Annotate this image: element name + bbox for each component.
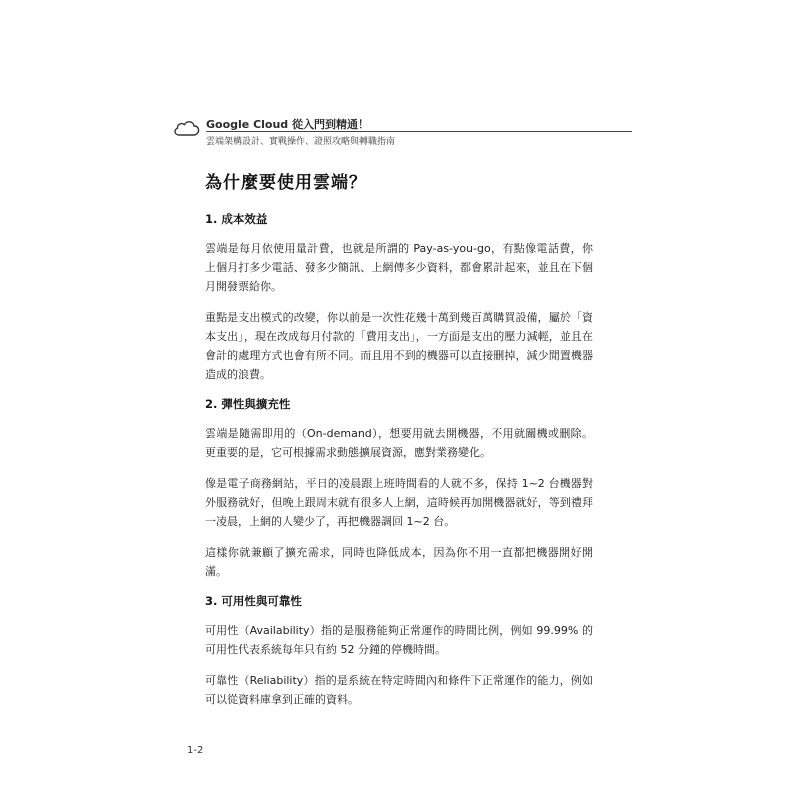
paragraph: 雲端是隨需即用的（On-demand），想要用就去開機器，不用就關機或刪除。更重要的是，它可根據需求動態擴展資源，應對業務變化。 [205, 427, 593, 459]
section-cost-benefit [205, 211, 593, 384]
section-elasticity [205, 396, 593, 581]
header-divider [206, 131, 632, 132]
page-content [205, 168, 593, 721]
section-heading: 1. 成本效益 [205, 212, 268, 226]
section-heading: 2. 彈性與擴充性 [205, 397, 291, 411]
cloud-icon [172, 116, 202, 140]
paragraph: 可靠性（Reliability）指的是系統在特定時間內和條件下正常運作的能力，例如可以從資料庫拿到正確的資料。 [205, 674, 593, 706]
header-subtitle: 雲端架構設計、實戰操作、證照攻略與轉職指南 [206, 137, 396, 147]
paragraph: 像是電子商務網站，平日的凌晨跟上班時間看的人就不多，保持 1~2 台機器對外服務就好，但晚上跟周末就有很多人上網，這時候再加開機器就好，等到禮拜一凌晨，上網的人變少了，再把機器調回 1~2 台。 [205, 477, 593, 528]
section-availability [205, 593, 593, 709]
page-title: 為什麼要使用雲端？ [205, 173, 367, 193]
section-heading: 3. 可用性與可靠性 [205, 594, 302, 608]
running-header [172, 112, 632, 148]
paragraph: 雲端是每月依使用量計費，也就是所謂的 Pay-as-you-go，有點像電話費，你上個月打多少電話、發多少簡訊、上網傳多少資料，都會累計起來，並且在下個月開發票給你。 [205, 242, 593, 293]
page-number: 1-2 [187, 745, 204, 756]
paragraph: 重點是支出模式的改變，你以前是一次性花幾十萬到幾百萬購買設備，屬於「資本支出」，現在改成每月付款的「費用支出」，一方面是支出的壓力減輕，並且在會計的處理方式也會有所不同。而且用不到的機器可以直接刪掉，減少閒置機器造成的浪費。 [205, 311, 593, 381]
paragraph: 可用性（Availability）指的是服務能夠正常運作的時間比例，例如 99.99% 的可用性代表系統每年只有約 52 分鐘的停機時間。 [205, 624, 593, 656]
header-title: Google Cloud 從入門到精通！ [206, 118, 370, 131]
paragraph: 這樣你就兼顧了擴充需求，同時也降低成本，因為你不用一直都把機器開好開滿。 [205, 546, 593, 578]
